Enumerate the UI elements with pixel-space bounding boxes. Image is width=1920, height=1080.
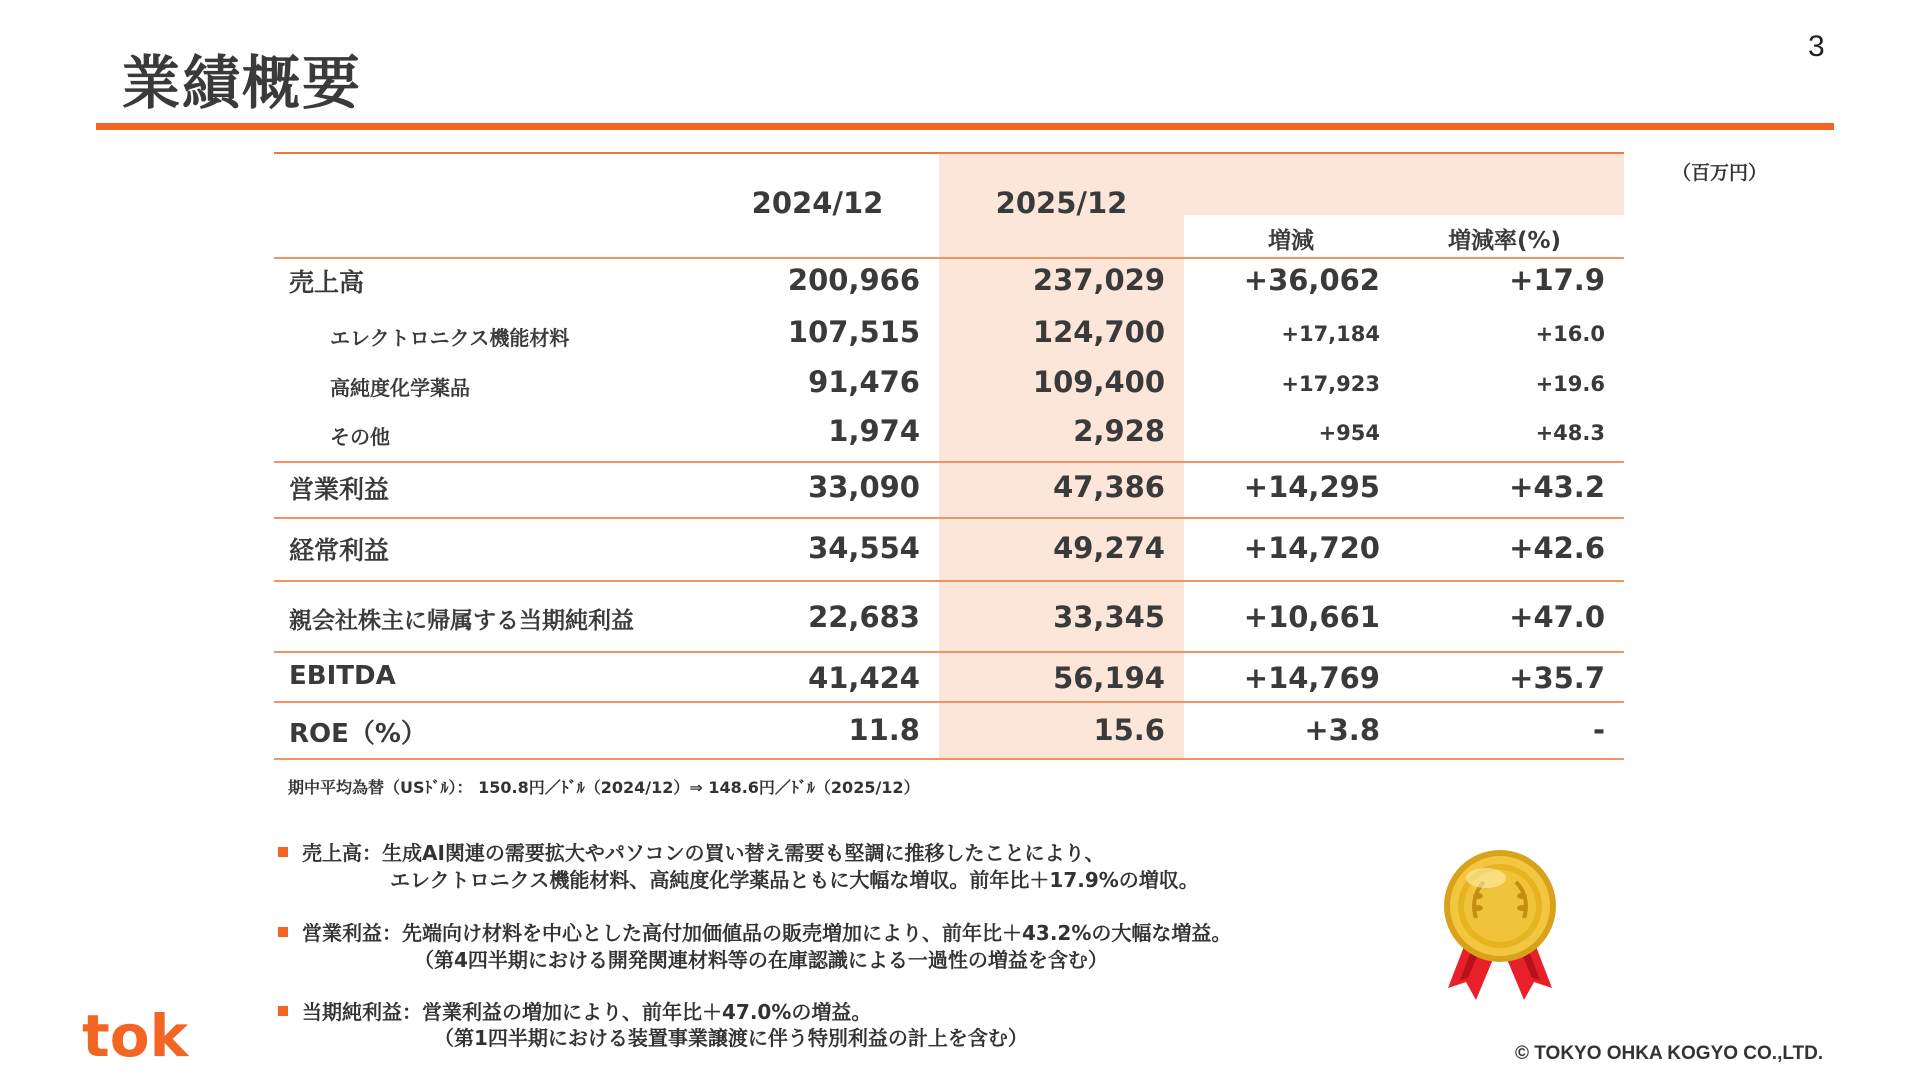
value-2024: 107,515 bbox=[787, 315, 920, 349]
value-change: +36,062 bbox=[1243, 263, 1380, 297]
value-change: +17,923 bbox=[1281, 372, 1380, 396]
value-2025: 47,386 bbox=[1053, 470, 1165, 504]
page-number: 3 bbox=[1808, 30, 1825, 63]
square-bullet-icon bbox=[278, 1006, 288, 1016]
square-bullet-icon bbox=[278, 927, 288, 937]
value-change-rate: +42.6 bbox=[1509, 531, 1605, 565]
value-2024: 41,424 bbox=[808, 661, 920, 695]
row-label: 営業利益 bbox=[289, 475, 390, 504]
value-change: +3.8 bbox=[1304, 713, 1380, 747]
bullet-text-continued: （第1四半期における装置事業譲渡に伴う特別利益の計上を含む） bbox=[434, 1026, 1028, 1050]
table-top-rule bbox=[274, 152, 1624, 154]
bullet-text-continued: （第4四半期における開発関連材料等の在庫認識による一過性の増益を含む） bbox=[414, 948, 1108, 972]
value-2025: 237,029 bbox=[1032, 263, 1165, 297]
value-2024: 11.8 bbox=[848, 713, 920, 747]
value-2025: 124,700 bbox=[1032, 315, 1165, 349]
bullet-text: 当期純利益：営業利益の増加により、前年比＋47.0%の増益。 bbox=[302, 1000, 872, 1024]
value-change-rate: +19.6 bbox=[1535, 372, 1605, 396]
row-label: 親会社株主に帰属する当期純利益 bbox=[289, 608, 634, 634]
value-change-rate: - bbox=[1592, 713, 1605, 747]
value-change: +10,661 bbox=[1243, 600, 1380, 634]
bullet-net-income bbox=[278, 996, 871, 1025]
value-2024: 91,476 bbox=[808, 365, 920, 399]
value-change-rate: +16.0 bbox=[1535, 322, 1605, 346]
row-label: 売上高 bbox=[289, 268, 365, 297]
row-rule bbox=[274, 651, 1624, 653]
value-change: +14,295 bbox=[1243, 470, 1380, 504]
column-header-2024: 2024/12 bbox=[751, 186, 884, 220]
logo-text: tok bbox=[82, 1008, 189, 1064]
row-label: ROE（%） bbox=[289, 719, 427, 749]
page-title: 業績概要 bbox=[122, 49, 363, 117]
bullet-sales bbox=[278, 837, 1105, 866]
results-table bbox=[274, 152, 1624, 760]
change-header-highlight bbox=[1184, 152, 1624, 215]
value-2025: 33,345 bbox=[1053, 600, 1165, 634]
row-rule bbox=[274, 517, 1624, 519]
value-change: +14,769 bbox=[1243, 661, 1380, 695]
value-2024: 1,974 bbox=[828, 414, 920, 448]
row-rule bbox=[274, 701, 1624, 703]
header-rule bbox=[274, 257, 1624, 259]
row-label: その他 bbox=[330, 425, 390, 449]
value-2025: 109,400 bbox=[1032, 365, 1165, 399]
value-change: +954 bbox=[1318, 421, 1380, 445]
row-label: EBITDA bbox=[289, 661, 396, 691]
table-bottom-rule bbox=[274, 758, 1624, 760]
copyright: © TOKYO OHKA KOGYO CO.,LTD. bbox=[1515, 1043, 1824, 1064]
square-bullet-icon bbox=[278, 847, 288, 857]
row-label: 経常利益 bbox=[289, 536, 390, 565]
value-change-rate: +35.7 bbox=[1509, 661, 1605, 695]
value-change-rate: +17.9 bbox=[1509, 263, 1605, 297]
value-2025: 56,194 bbox=[1053, 661, 1165, 695]
value-2024: 34,554 bbox=[808, 531, 920, 565]
row-label: 高純度化学薬品 bbox=[330, 376, 470, 400]
bullet-operating-profit bbox=[278, 917, 1231, 946]
column-header-change-rate: 増減率(%) bbox=[1448, 228, 1562, 254]
bullet-text: 売上高：生成AI関連の需要拡大やパソコンの買い替え需要も堅調に推移したことにより、 bbox=[302, 841, 1105, 865]
value-change-rate: +47.0 bbox=[1509, 600, 1605, 634]
value-change: +17,184 bbox=[1281, 322, 1380, 346]
row-rule bbox=[274, 580, 1624, 582]
row-label: エレクトロニクス機能材料 bbox=[330, 326, 570, 350]
row-rule bbox=[274, 461, 1624, 463]
bullet-text-continued: エレクトロニクス機能材料、高純度化学薬品ともに大幅な増収。前年比＋17.9%の増収。 bbox=[390, 868, 1199, 892]
value-2024: 22,683 bbox=[808, 600, 920, 634]
value-change: +14,720 bbox=[1243, 531, 1380, 565]
value-2024: 33,090 bbox=[808, 470, 920, 504]
value-2025: 15.6 bbox=[1093, 713, 1165, 747]
title-divider bbox=[96, 123, 1834, 130]
value-change-rate: +48.3 bbox=[1535, 421, 1605, 445]
bullet-text: 営業利益：先端向け材料を中心とした高付加価値品の販売増加により、前年比＋43.2%の大幅な増益。 bbox=[302, 921, 1232, 945]
tok-logo bbox=[82, 1008, 214, 1064]
fx-rate-note: 期中平均為替（USﾄﾞﾙ）： 150.8円／ﾄﾞﾙ（2024/12）⇒ 148.6円／ﾄﾞﾙ（2025/12） bbox=[288, 778, 920, 797]
gold-medal-icon bbox=[1440, 848, 1560, 1008]
unit-label: （百万円） bbox=[1672, 162, 1768, 184]
value-change-rate: +43.2 bbox=[1509, 470, 1605, 504]
value-2025: 2,928 bbox=[1073, 414, 1165, 448]
column-header-change: 増減 bbox=[1268, 228, 1314, 254]
value-2025: 49,274 bbox=[1053, 531, 1165, 565]
column-header-2025: 2025/12 bbox=[995, 186, 1128, 220]
value-2024: 200,966 bbox=[787, 263, 920, 297]
